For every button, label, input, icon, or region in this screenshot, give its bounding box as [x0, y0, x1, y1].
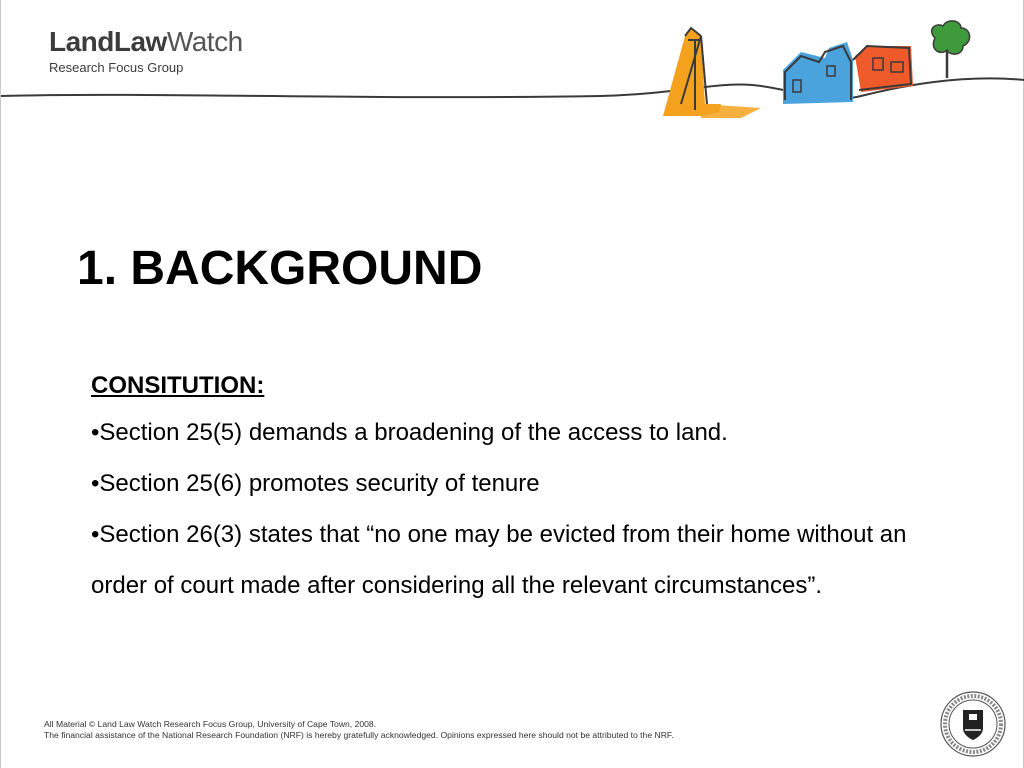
bullet-item-1: •Section 25(5) demands a broadening of the access to land.: [91, 419, 728, 446]
bullet-item-2: •Section 25(6) promotes security of tenure: [91, 470, 540, 497]
houses-icon: [783, 42, 913, 104]
section-heading: CONSITUTION:: [91, 372, 265, 399]
tree-icon: [932, 21, 970, 78]
slide-content: [91, 365, 951, 611]
logo-bold: LandLaw: [49, 26, 167, 57]
logo-subtitle: Research Focus Group: [49, 60, 184, 75]
logo: [49, 26, 243, 75]
mining-headframe-icon: [663, 28, 761, 118]
footer-copyright: All Material © Land Law Watch Research Focus Group, University of Cape Town, 2008.: [44, 719, 377, 729]
university-seal-icon: [939, 690, 1007, 758]
slide-title: 1. BACKGROUND: [77, 242, 483, 295]
footer: [44, 719, 674, 741]
footer-acknowledgement: The financial assistance of the National Research Foundation (NRF) is hereby gratefully acknowledged. Opinions expressed here should not be attributed to the NRF.: [44, 730, 674, 740]
bullet-item-3: •Section 26(3) states that “no one may be evicted from their home without an order of court made after considering all the relevant circumstances”.: [91, 521, 907, 599]
logo-light: Watch: [166, 26, 243, 57]
logo-wordmark: [49, 26, 243, 58]
